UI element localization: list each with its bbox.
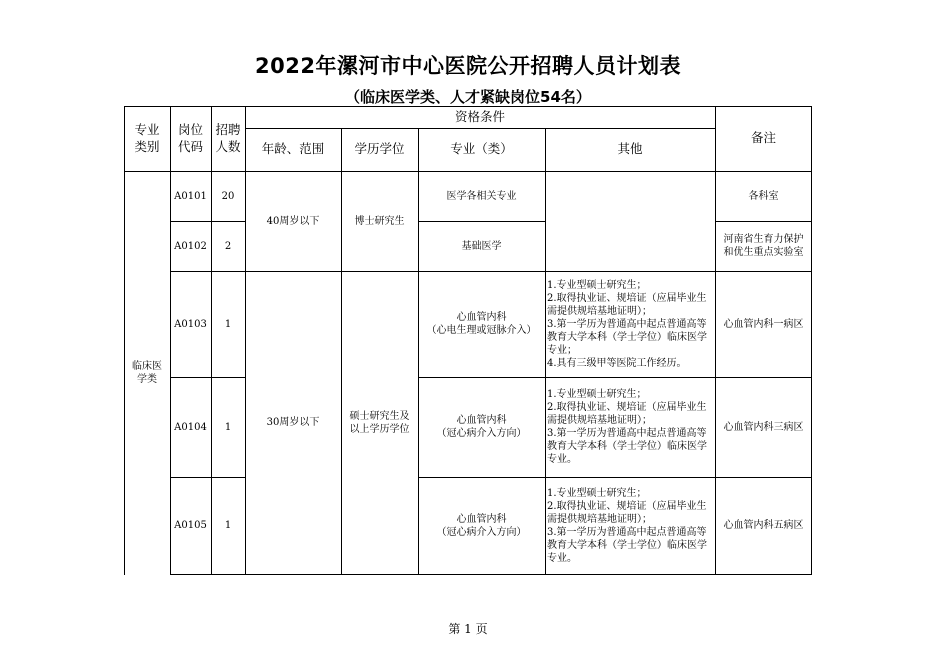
other-cell: 1.专业型硕士研究生； 2.取得执业证、规培证（应届毕业生需提供规培基地证明）； 3.第一学历为普通高中起点普通高等教育大学本科（学士学位）临床医学专业； 4.具有三级甲等医院工作经历。 bbox=[547, 279, 707, 369]
remark-cell: 心血管内科三病区 bbox=[723, 421, 804, 433]
header-other: 其他 bbox=[617, 141, 643, 157]
category-cell: 临床医 学类 bbox=[132, 361, 162, 385]
header-age: 年龄、范围 bbox=[261, 141, 325, 157]
header-count: 招聘 人数 bbox=[215, 121, 241, 154]
code-cell: A0102 bbox=[174, 240, 207, 252]
major-cell: 基础医学 bbox=[461, 240, 502, 252]
header-qualifications: 资格条件 bbox=[454, 108, 505, 124]
page-title: 2022年漯河市中心医院公开招聘人员计划表 bbox=[255, 54, 681, 78]
other-cell: 1.专业型硕士研究生； 2.取得执业证、规培证（应届毕业生需提供规培基地证明）； 3.第一学历为普通高中起点普通高等教育大学本科（学士学位）临床医学专业。 bbox=[547, 389, 707, 465]
count-cell: 1 bbox=[224, 421, 232, 433]
remark-cell: 河南省生育力保护 和优生重点实验室 bbox=[723, 234, 804, 258]
count-cell: 1 bbox=[224, 520, 232, 531]
age-cell: 30周岁以下 bbox=[266, 417, 320, 428]
other-cell: 1.专业型硕士研究生； 2.取得执业证、规培证（应届毕业生需提供规培基地证明）； 3.第一学历为普通高中起点普通高等教育大学本科（学士学位）临床医学专业。 bbox=[547, 487, 707, 564]
remark-cell: 各科室 bbox=[748, 190, 779, 202]
code-cell: A0101 bbox=[174, 190, 207, 202]
header-code: 岗位 代码 bbox=[177, 121, 203, 154]
count-cell: 2 bbox=[224, 240, 232, 252]
header-category: 专业 类别 bbox=[134, 121, 160, 154]
page-subtitle: （临床医学类、人才紧缺岗位54名） bbox=[345, 88, 591, 106]
header-degree: 学历学位 bbox=[354, 141, 405, 157]
major-cell: 医学各相关专业 bbox=[446, 190, 517, 202]
header-major: 专业（类） bbox=[450, 141, 513, 157]
count-cell: 1 bbox=[224, 318, 232, 330]
header-remarks: 备注 bbox=[750, 130, 776, 146]
code-cell: A0104 bbox=[174, 421, 207, 433]
major-cell: 心血管内科 （心电生理或冠脉介入） bbox=[426, 312, 537, 336]
count-cell: 20 bbox=[221, 190, 235, 202]
major-cell: 心血管内科 （冠心病介入方向） bbox=[436, 415, 527, 439]
remark-cell: 心血管内科五病区 bbox=[723, 520, 804, 531]
age-cell: 40周岁以下 bbox=[266, 215, 320, 227]
page-number: 第 1 页 bbox=[448, 622, 488, 636]
degree-cell: 硕士研究生及 以上学历学位 bbox=[349, 410, 410, 435]
major-cell: 心血管内科 （冠心病介入方向） bbox=[436, 513, 527, 538]
code-cell: A0103 bbox=[174, 318, 207, 330]
remark-cell: 心血管内科一病区 bbox=[723, 318, 804, 330]
code-cell: A0105 bbox=[174, 520, 207, 531]
degree-cell: 博士研究生 bbox=[354, 215, 405, 227]
